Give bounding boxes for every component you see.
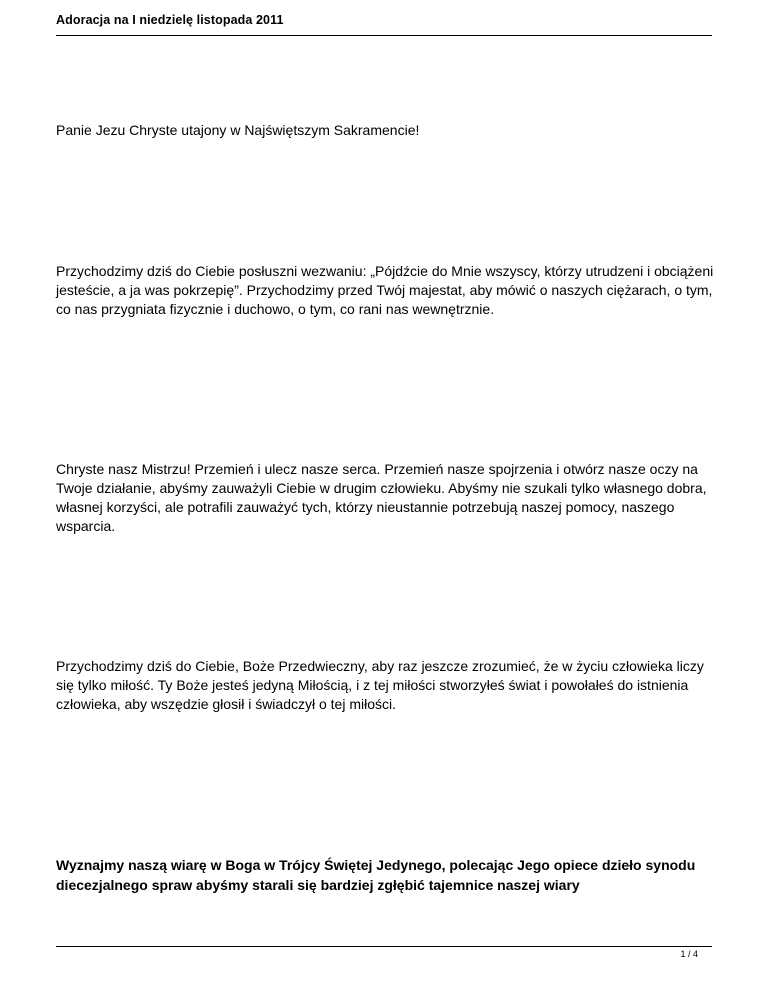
paragraph-invocation: Panie Jezu Chryste utajony w Najświętszym Sakramencie! bbox=[56, 122, 420, 138]
paragraph-coming-to-you: Przychodzimy dziś do Ciebie posłuszni wezwaniu: „Pójdźcie do Mnie wszyscy, którzy utrudzeni i obciążeni jesteście, a ja was pokrzepię”. Przychodzimy przed Twój majestat, aby mówić o naszych ciężarach, o tym, co nas przygniata fizycznie i duchowo, o tym, co rani nas wewnętrznie. bbox=[56, 263, 714, 317]
document-title: Adoracja na I niedzielę listopada 2011 bbox=[56, 13, 284, 27]
paragraph-eternal-god: Przychodzimy dziś do Ciebie, Boże Przedwieczny, aby raz jeszcze zrozumieć, że w życiu człowieka liczy się tylko miłość. Ty Boże jesteś jedyną Miłością, i z tej miłości stworzyłeś świat i powołałeś do istnienia człowieka, aby wszędzie głosił i świadczył o tej miłości. bbox=[56, 658, 704, 712]
page-number: 1 / 4 bbox=[680, 949, 698, 959]
page-footer bbox=[56, 946, 712, 959]
page-header bbox=[56, 11, 712, 36]
paragraph-christ-master: Chryste nasz Mistrzu! Przemień i ulecz nasze serca. Przemień nasze spojrzenia i otwórz nasze oczy na Twoje działanie, abyśmy zauważyli Ciebie w drugim człowieku. Abyśmy nie szukali tylko własnego dobra, własnej korzyści, ale potrafili zauważyć tych, którzy nieustannie potrzebują naszej pomocy, naszego wsparcia. bbox=[56, 461, 707, 534]
paragraph-profession-of-faith: Wyznajmy naszą wiarę w Boga w Trójcy Świętej Jedynego, polecając Jego opiece dzieło synodu diecezjalnego spraw abyśmy starali się bardziej zgłębić tajemnice naszej wiary bbox=[56, 857, 696, 893]
